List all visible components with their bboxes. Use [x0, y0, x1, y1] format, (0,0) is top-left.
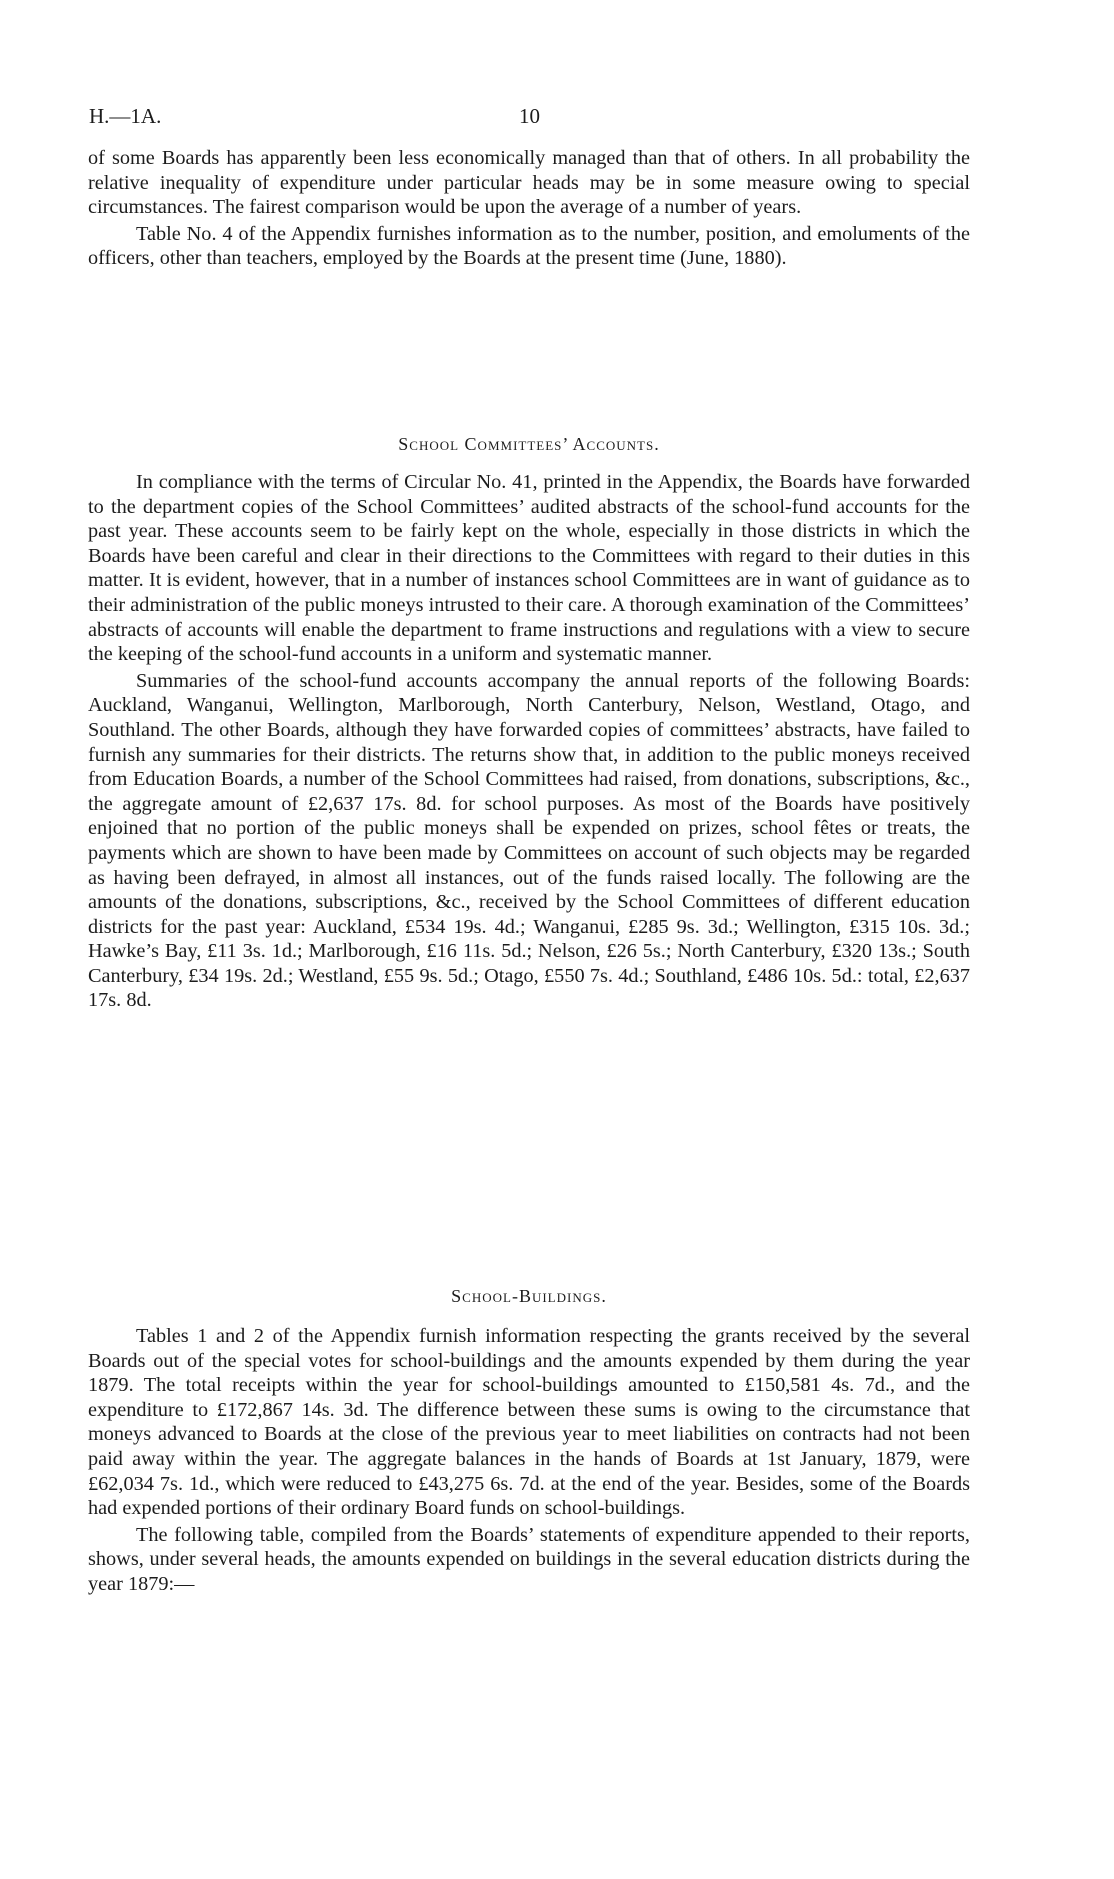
- intro-text-block: [88, 146, 970, 273]
- section-heading-committees-accounts: School Committees’ Accounts.: [398, 434, 660, 454]
- buildings-paragraph-grants: Tables 1 and 2 of the Appendix furnish information respecting the grants received by the several Boards out of the special votes for school-buildings and the amounts expended by them during the year 1879. The total receipts within the year for school-buildings amounted to £150,581 4s. 7d., and the expenditure to £172,867 14s. 3d. The difference between these sums is owing to the circumstance that moneys advanced to Boards at the close of the previous year to meet liabilities on contracts had not been paid away within the year. The aggregate balances in the hands of Boards at 1st January, 1879, were £62,034 7s. 1d., which were reduced to £43,275 6s. 7d. at the end of the year. Besides, some of the Boards had expended portions of their ordinary Board funds on school-buildings.: [88, 1325, 970, 1520]
- page-number: 10: [519, 104, 540, 128]
- intro-paragraph-continued: of some Boards has apparently been less economically managed than that of others. In all probability the relative inequality of expenditure under particular heads may be in some measure owing to special circumstances. The fairest comparison would be upon the average of a number of years.: [88, 147, 970, 219]
- document-reference: H.—1A.: [89, 104, 162, 128]
- section-heading-school-buildings: School-Buildings.: [451, 1286, 607, 1306]
- running-header: [89, 104, 969, 134]
- intro-paragraph-officers: Table No. 4 of the Appendix furnishes information as to the number, position, and emoluments of the officers, other than teachers, employed by the Boards at the present time (June, 1880).: [88, 222, 970, 270]
- buildings-paragraph-table-intro: The following table, compiled from the Boards’ statements of expenditure appended to their reports, shows, under several heads, the amounts expended on buildings in the several education districts during the year 1879:—: [88, 1523, 970, 1595]
- committees-text-block: [88, 470, 970, 1015]
- committees-paragraph-compliance: In compliance with the terms of Circular No. 41, printed in the Appendix, the Boards have forwarded to the department copies of the School Committees’ audited abstracts of the school-fund accounts for the past year. These accounts seem to be fairly kept on the whole, especially in those districts in which the Boards have been careful and clear in their directions to the Committees with regard to their duties in this matter. It is evident, however, that in a number of instances school Committees are in want of guidance as to their administration of the public moneys intrusted to their care. A thorough examination of the Committees’ abstracts of accounts will enable the department to frame instructions and regulations with a view to secure the keeping of the school-fund accounts in a uniform and systematic manner.: [88, 471, 970, 666]
- buildings-text-block: [88, 1324, 970, 1599]
- committees-paragraph-summaries: Summaries of the school-fund accounts accompany the annual reports of the following Boards: Auckland, Wanganui, Wellington, Marlborough, North Canterbury, Nelson, Westland, Otago, and Southland. The other Boards, although they have forwarded copies of committees’ abstracts, have failed to furnish any summaries for their districts. The returns show that, in addition to the public moneys received from Education Boards, a number of the School Committees had raised, from donations, subscriptions, &c., the aggregate amount of £2,637 17s. 8d. for school purposes. As most of the Boards have positively enjoined that no portion of the public moneys shall be expended on prizes, school fêtes or treats, the payments which are shown to have been made by Committees on account of such objects may be regarded as having been defrayed, in almost all instances, out of the funds raised locally. The following are the amounts of the donations, subscriptions, &c., received by the School Committees of different education districts for the past year: Auckland, £534 19s. 4d.; Wanganui, £285 9s. 3d.; Wellington, £315 10s. 3d.; Hawke’s Bay, £11 3s. 1d.; Marlborough, £16 11s. 5d.; Nelson, £26 5s.; North Canterbury, £320 13s.; South Canterbury, £34 19s. 2d.; Westland, £55 9s. 5d.; Otago, £550 7s. 4d.; Southland, £486 10s. 5d.: total, £2,637 17s. 8d.: [88, 669, 970, 1012]
